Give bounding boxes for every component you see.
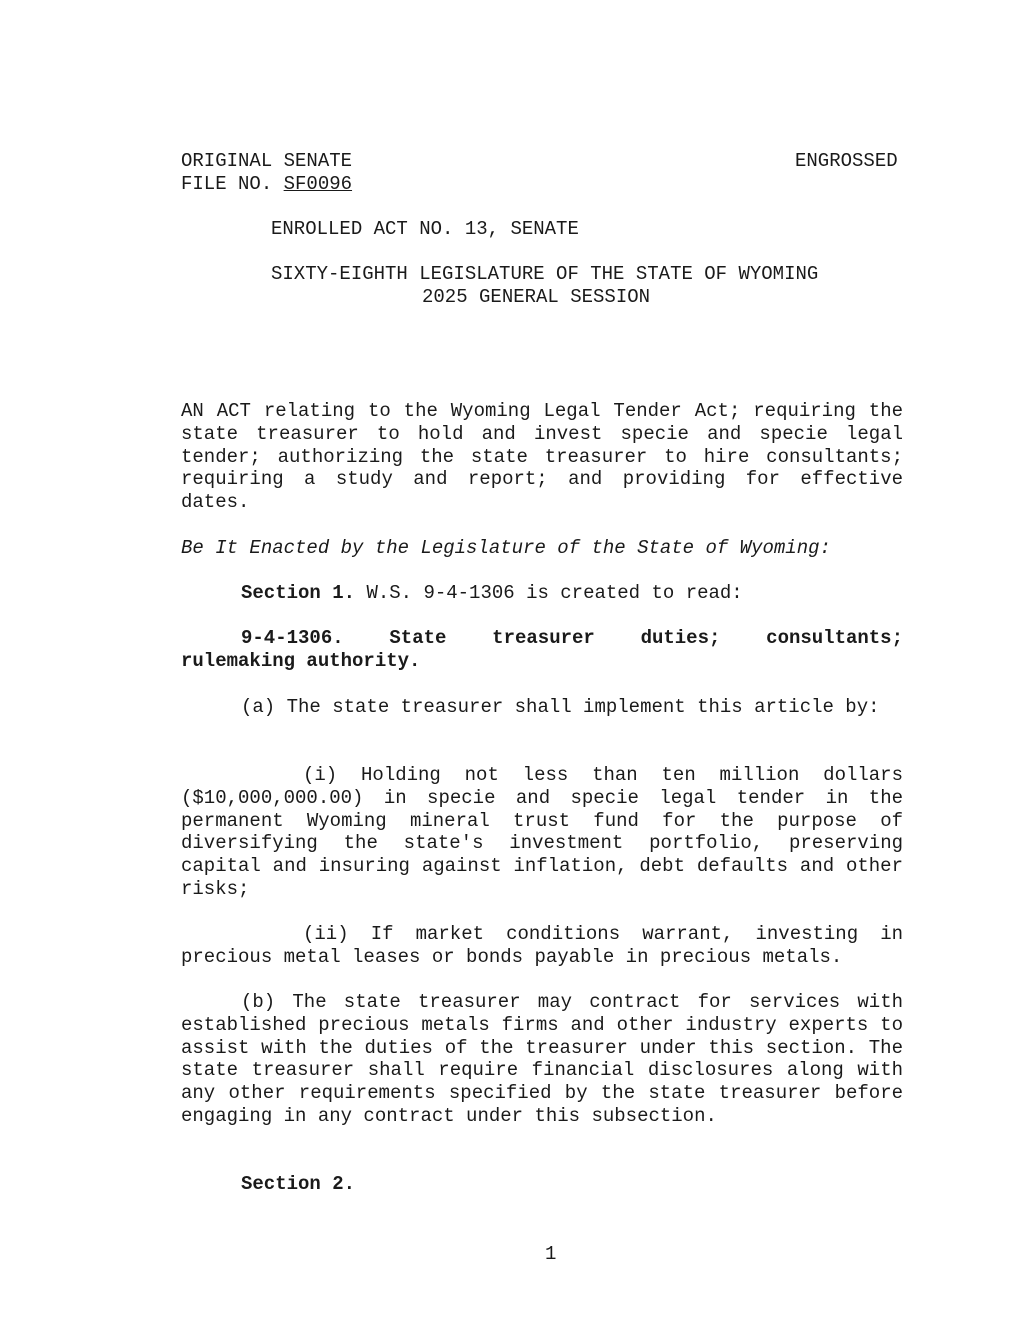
statute-heading-line-1: 9-4-1306. State treasurer duties; consultants; xyxy=(241,627,903,649)
enrolled-act-number: ENROLLED ACT NO. 13, SENATE xyxy=(271,218,579,240)
paragraph-ii: (ii) If market conditions warrant, investing in precious metal leases or bonds payable in precious metals. xyxy=(181,923,903,968)
file-number-line xyxy=(181,173,352,196)
session-title: 2025 GENERAL SESSION xyxy=(422,286,651,308)
statute-heading-line-2: rulemaking authority. xyxy=(181,650,421,672)
enacting-clause: Be It Enacted by the Legislature of the State of Wyoming: xyxy=(181,537,831,559)
subsection-b: (b) The state treasurer may contract for services with established precious metals firms and other industry experts to assist with the duties of the treasurer under this section. The state treasurer shall require financial disclosures along with any other requirements specified by the state treasurer before engaging in any contract under this subsection. xyxy=(181,991,903,1127)
legislature-title: SIXTY-EIGHTH LEGISLATURE OF THE STATE OF WYOMING xyxy=(271,263,819,285)
paragraph-i: (i) Holding not less than ten million dollars ($10,000,000.00) in specie and specie legal tender in the permanent Wyoming mineral trust fund for the purpose of diversifying the state's investment portfolio, preserving capital and insuring against inflation, debt defaults and other risks; xyxy=(181,764,903,900)
engrossed-label: ENGROSSED xyxy=(795,150,898,172)
original-senate-label: ORIGINAL SENATE xyxy=(181,150,353,172)
section-2-label: Section 2. xyxy=(241,1173,356,1195)
section-1-text: W.S. 9-4-1306 is created to read: xyxy=(366,582,743,604)
subsection-a: (a) The state treasurer shall implement this article by: xyxy=(241,696,880,718)
file-number-prefix: FILE NO. xyxy=(181,173,273,195)
section-1-label: Section 1. xyxy=(241,582,356,604)
section-1 xyxy=(241,582,743,605)
act-title-paragraph: AN ACT relating to the Wyoming Legal Tender Act; requiring the state treasurer to hold and invest specie and specie legal tender; authorizing the state treasurer to hire consultants; requiring a study and report; and providing for effective dates. xyxy=(181,400,903,514)
page-number: 1 xyxy=(545,1243,557,1265)
file-number: SF0096 xyxy=(283,173,353,195)
